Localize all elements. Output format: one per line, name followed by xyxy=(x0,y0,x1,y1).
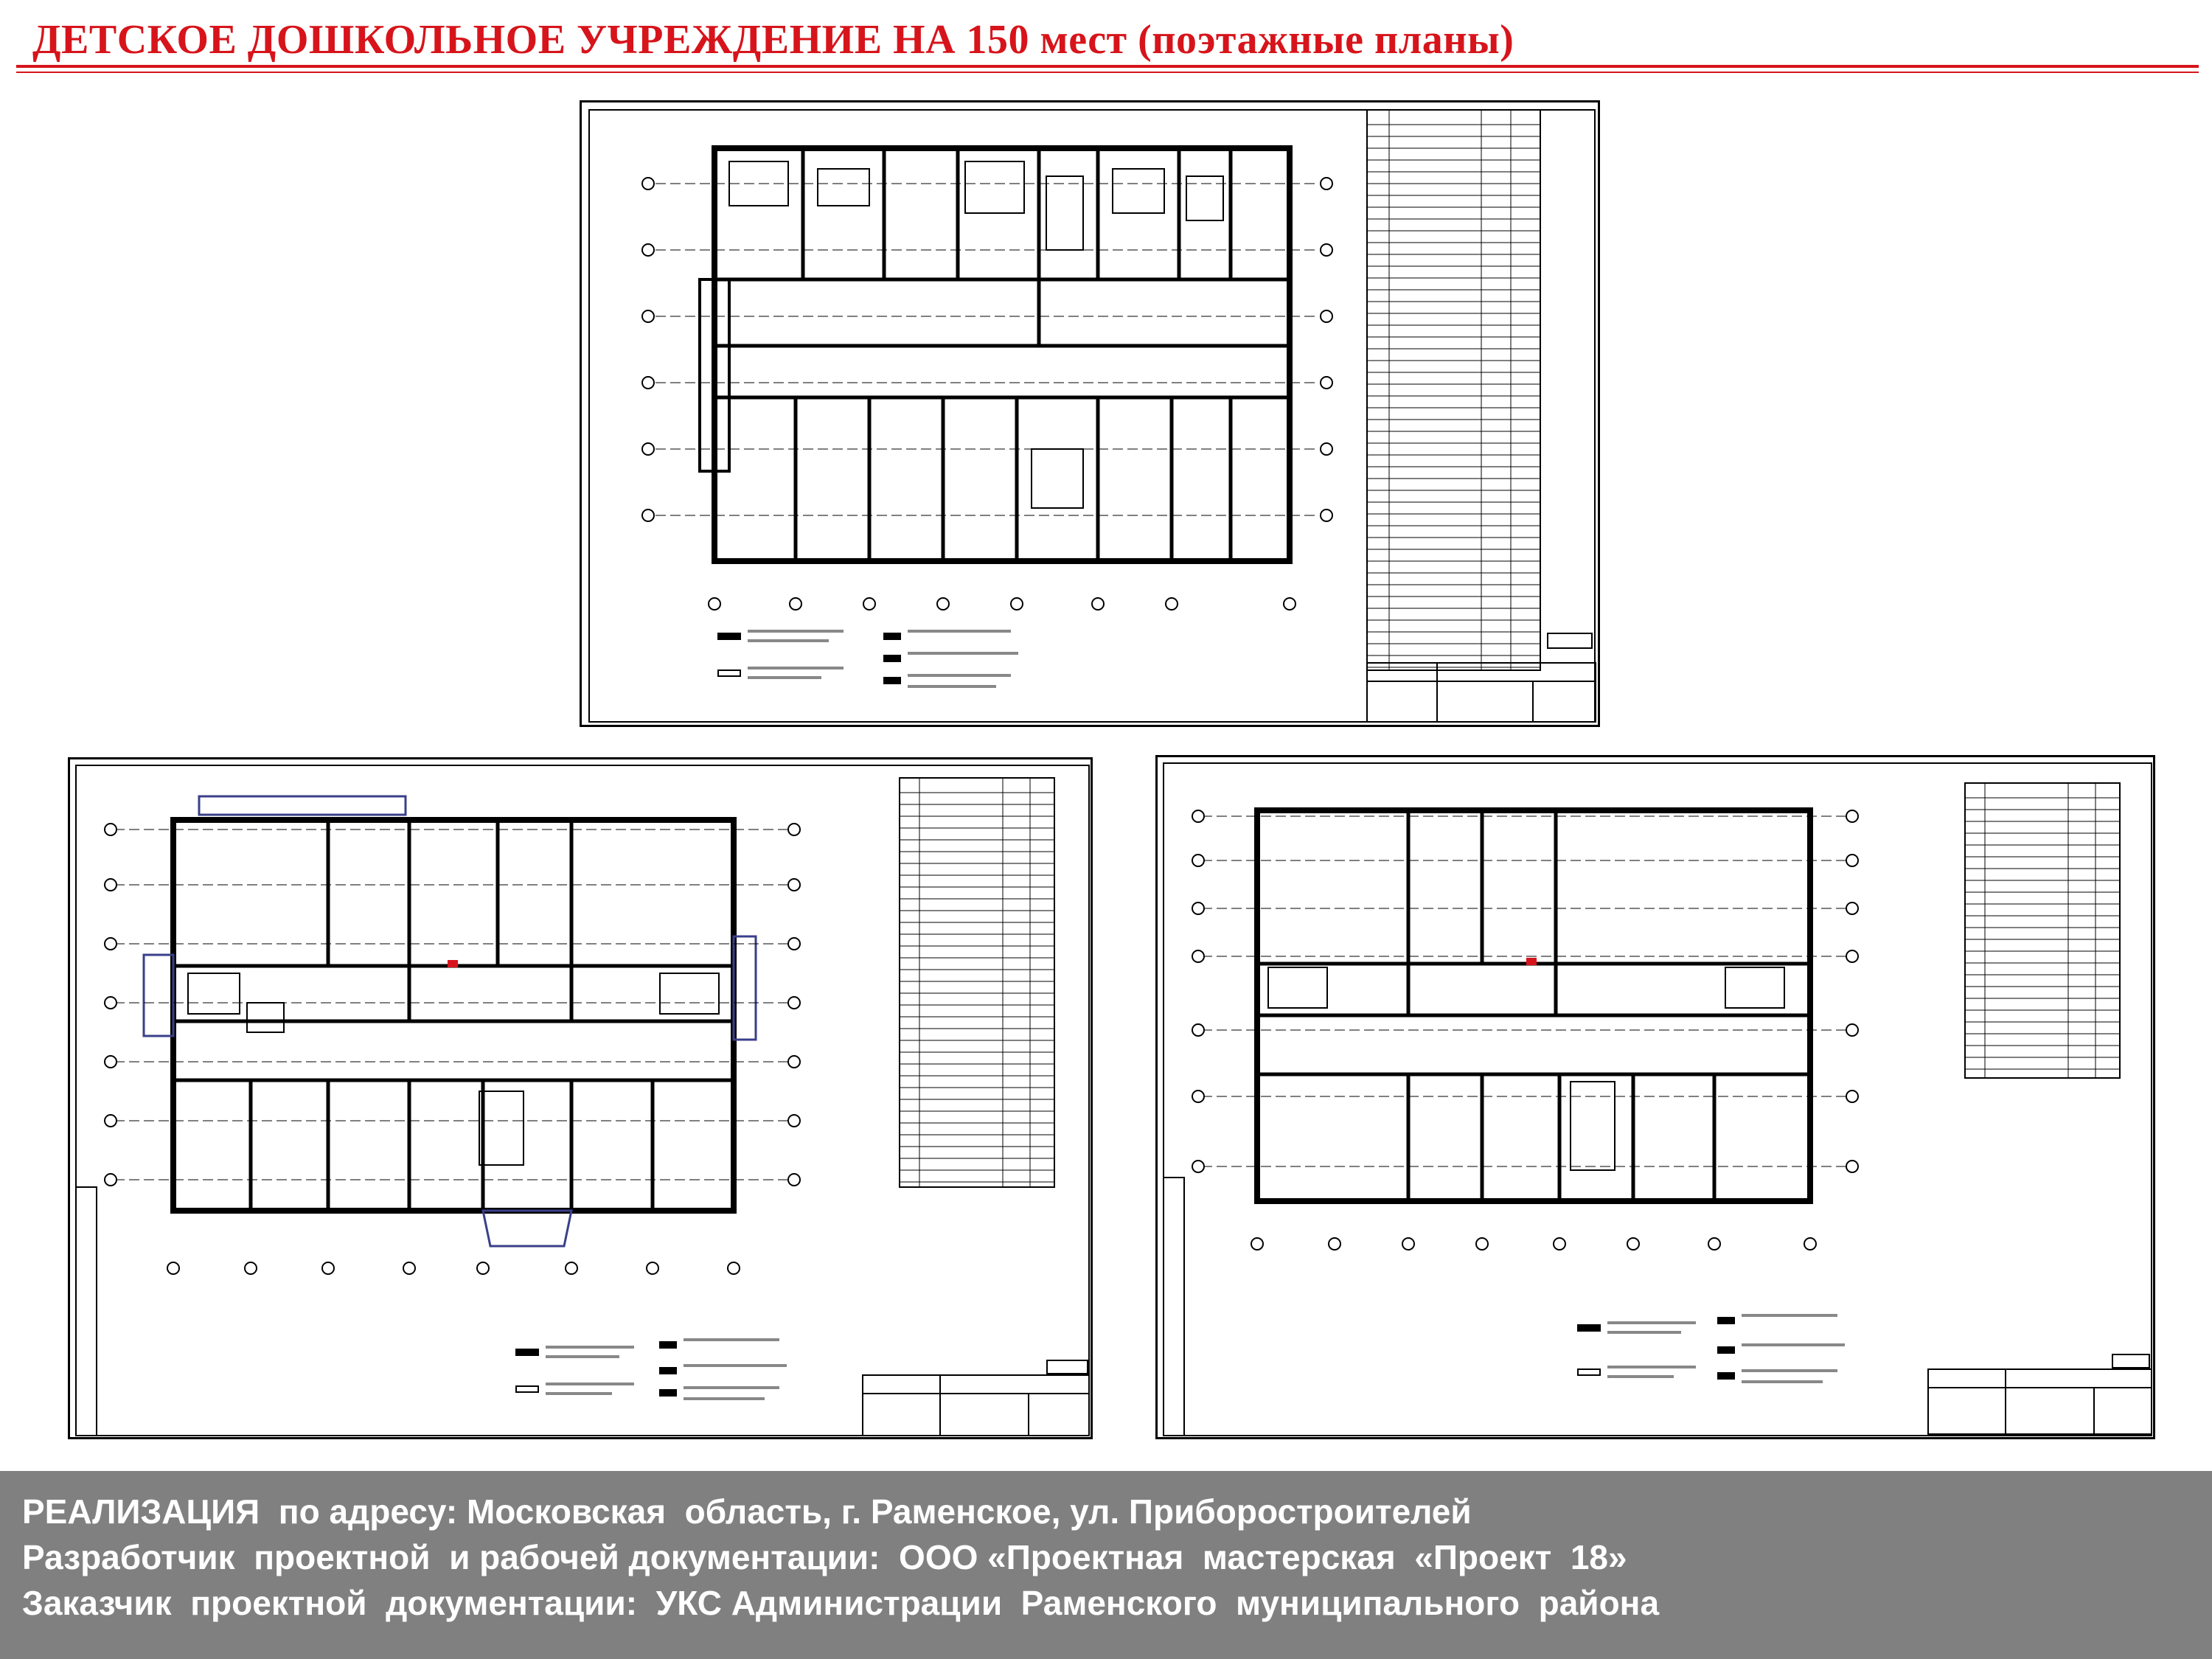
developer-info: Разработчик проектной и рабочей документации: ООО «Проектная мастерская «Проект 18» xyxy=(22,1538,1627,1576)
second-floor-drawing xyxy=(1158,757,2157,1441)
title-underline xyxy=(16,65,2199,68)
page-title: ДЕТСКОЕ ДОШКОЛЬНОЕ УЧРЕЖДЕНИЕ НА 150 мест (поэтажные планы) xyxy=(32,17,1514,63)
title-underline-thin xyxy=(16,72,2199,73)
project-info-footer xyxy=(0,1471,2212,1659)
floor-plan-sheet-second xyxy=(1155,755,2155,1439)
implementation-address: РЕАЛИЗАЦИЯ по адресу: Московская область, г. Раменское, ул. Приборостроителей xyxy=(22,1492,1472,1531)
customer-info: Заказчик проектной документации: УКС Администрации Раменского муниципального района xyxy=(22,1584,1660,1622)
ground-floor-drawing xyxy=(582,102,1602,729)
floor-plan-sheet-ground xyxy=(580,100,1600,727)
floor-plan-sheet-first xyxy=(68,757,1093,1439)
first-floor-drawing xyxy=(70,759,1095,1441)
